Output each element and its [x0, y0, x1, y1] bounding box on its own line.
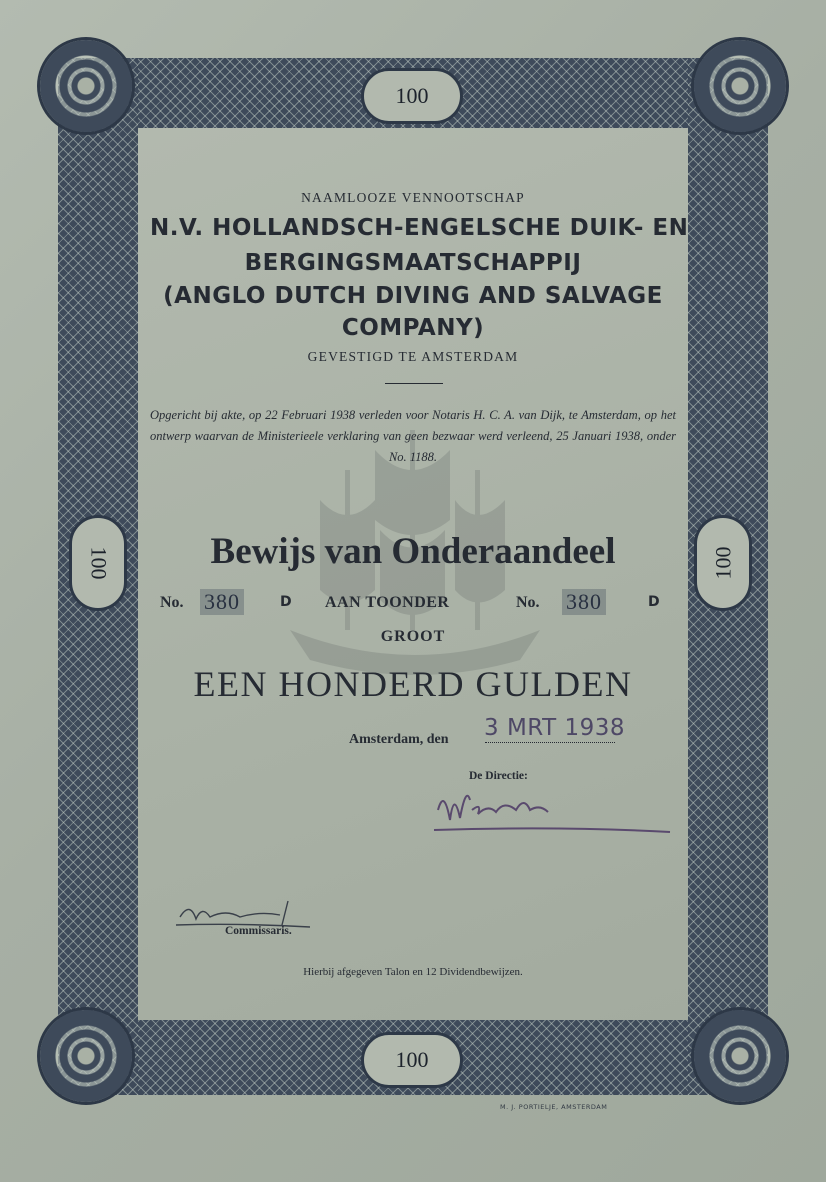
- certificate-number-row: [160, 590, 665, 618]
- rosette-icon: [694, 40, 786, 132]
- bearer-label: AAN TOONDER: [325, 594, 450, 611]
- denomination-right: [694, 515, 752, 611]
- number-label-left: No.: [160, 594, 184, 611]
- certificate-title: Bewijs van Onderaandeel: [210, 531, 616, 572]
- divider: [385, 383, 443, 384]
- denomination-bottom: 100: [361, 1032, 463, 1088]
- company-name-line-4: COMPANY): [341, 315, 485, 341]
- certificate-number-left: 380: [200, 589, 244, 615]
- founding-text: Opgericht bij akte, op 22 Februari 1938 verleden voor Notaris H. C. A. van Dijk, te Amsterdam, op het ontwerp waarvan de Ministerieele verklaring van geen bezwaar werd verleend, 25 Januari 1938, onder No. 1188.: [150, 408, 676, 464]
- place-label: Amsterdam, den: [349, 732, 449, 747]
- denomination-left-text: 100: [86, 546, 111, 580]
- date-line: [485, 742, 615, 743]
- denomination-left: [69, 515, 127, 611]
- denomination-top: 100: [361, 68, 463, 124]
- company-type: NAAMLOOZE VENNOOTSCHAP: [301, 190, 525, 205]
- company-seat: GEVESTIGD TE AMSTERDAM: [307, 349, 519, 364]
- board-label: De Directie:: [469, 770, 528, 782]
- series-right: D: [648, 594, 660, 610]
- talon-text: Hierbij afgegeven Talon en 12 Dividendbewijzen.: [303, 966, 523, 978]
- date-stamp: 3 MRT 1938: [484, 715, 625, 741]
- company-name-line-1: N.V. HOLLANDSCH-ENGELSCHE DUIK- EN: [150, 215, 689, 241]
- amount-text: EEN HONDERD GULDEN: [193, 664, 633, 704]
- company-name-line-3: (ANGLO DUTCH DIVING AND SALVAGE: [163, 283, 663, 309]
- rosette-icon: [40, 1010, 132, 1102]
- number-label-right: No.: [516, 594, 540, 611]
- rosette-icon: [40, 40, 132, 132]
- size-label: GROOT: [380, 628, 446, 645]
- certificate-number-right: 380: [562, 589, 606, 615]
- director-signature: [430, 780, 690, 840]
- denomination-right-text: 100: [710, 546, 735, 580]
- rosette-icon: [694, 1010, 786, 1102]
- series-left: D: [280, 594, 292, 610]
- printer-imprint: M. J. PORTIELJE, AMSTERDAM: [500, 1103, 608, 1111]
- company-name-line-2: BERGINGSMAATSCHAPPIJ: [244, 250, 582, 276]
- commissioner-label: Commissaris.: [225, 925, 292, 937]
